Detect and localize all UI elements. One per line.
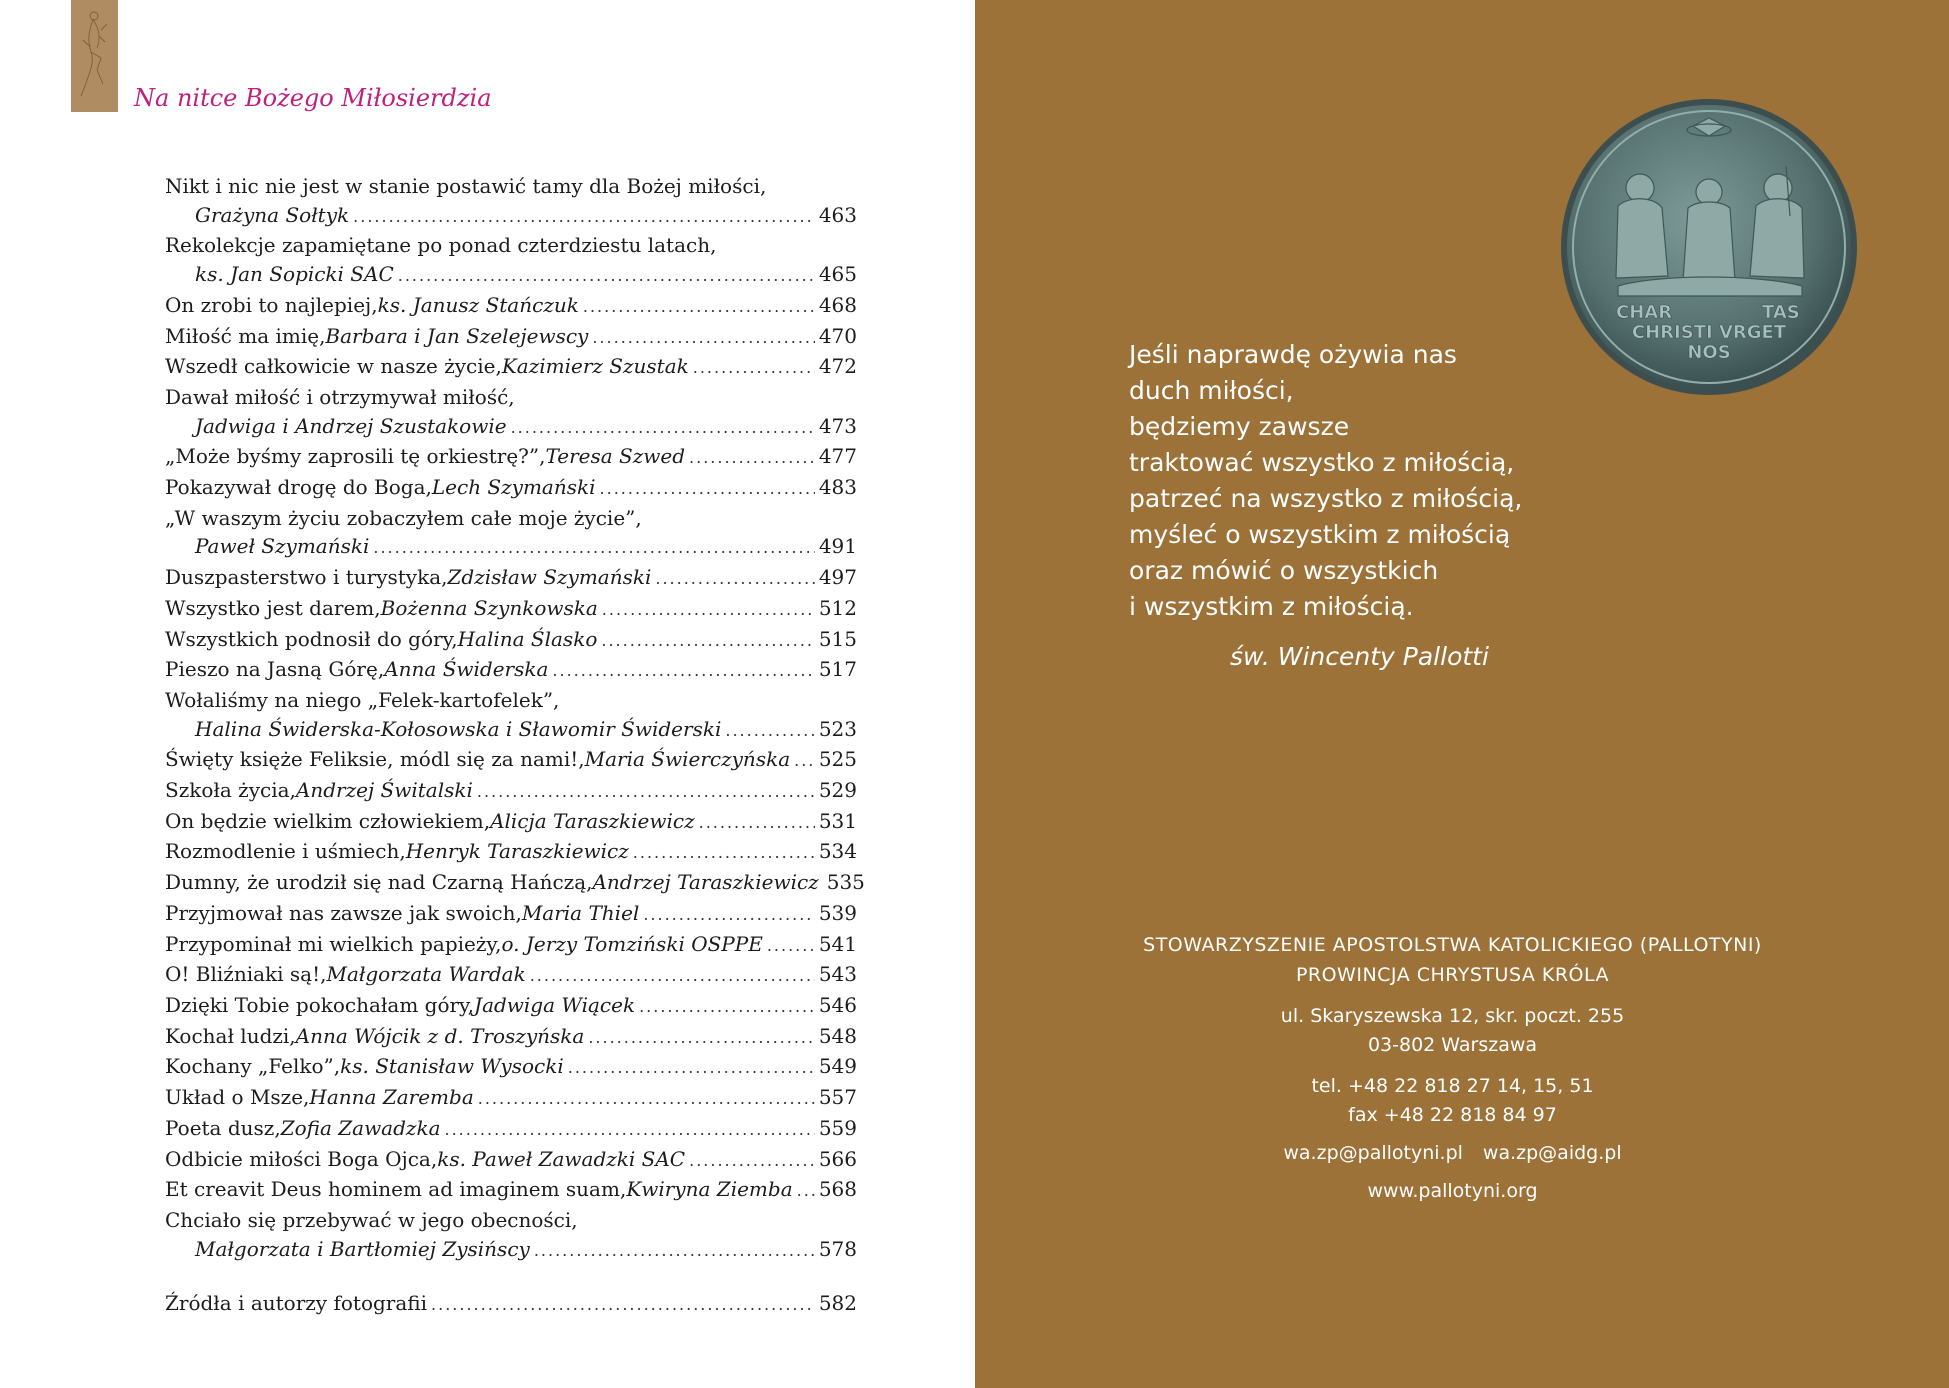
toc-leader-dots [655, 565, 814, 594]
medallion-inscription-middle: CHRISTI VRGET [1631, 322, 1787, 343]
toc-author: Teresa Szwed [545, 444, 686, 469]
toc-page-number: 473 [818, 413, 857, 438]
toc-line [165, 991, 857, 1022]
toc-author: Lech Szymański [431, 475, 596, 500]
toc-title: Dawał miłość i otrzymywał miłość, [165, 384, 515, 409]
toc-page-number: 546 [818, 992, 857, 1017]
toc-title: Przypominał mi wielkich papieży, [165, 931, 502, 956]
quote-line: traktować wszystko z miłością, [1129, 448, 1515, 477]
toc-author: Paweł Szymański [195, 534, 370, 559]
toc-line [165, 504, 857, 533]
toc-line [165, 776, 857, 807]
quote-block [1129, 337, 1549, 625]
toc-leader-dots [689, 1147, 815, 1176]
toc-author: Małgorzata i Bartłomiej Zysińscy [195, 1236, 530, 1261]
toc-title: Kochany „Felko”, [165, 1054, 341, 1079]
toc-page-number: 512 [818, 595, 857, 620]
toc-page-number: 582 [818, 1291, 857, 1316]
toc-author: Halina Ślasko [457, 626, 598, 651]
toc-author: Grażyna Sołtyk [195, 202, 350, 227]
toc-page-number: 541 [818, 931, 857, 956]
toc-entry [165, 1052, 857, 1083]
toc-line [165, 594, 857, 625]
toc-title: Pokazywał drogę do Boga, [165, 475, 432, 500]
toc-title: Rekolekcje zapamiętane po ponad czterdziestu latach, [165, 233, 717, 258]
toc-title: Wołaliśmy na niego „Felek-kartofelek”, [165, 687, 560, 712]
toc-author: Andrzej Świtalski [295, 778, 473, 803]
toc-title: Odbicie miłości Boga Ojca, [165, 1146, 438, 1171]
toc-entry [165, 383, 857, 442]
toc-leader-dots [689, 444, 815, 473]
toc-page-number: 470 [818, 323, 857, 348]
toc-line [165, 807, 857, 838]
toc-author: Zdzisław Szymański [447, 565, 652, 590]
quote-line: będziemy zawsze [1129, 412, 1350, 441]
toc-page-number: 568 [818, 1177, 857, 1202]
toc-line [165, 868, 865, 899]
toc-line [165, 352, 857, 383]
fax-number: fax +48 22 818 84 97 [1348, 1104, 1557, 1126]
toc-line [165, 1235, 857, 1266]
toc-entry [165, 1175, 857, 1206]
toc-entry [165, 807, 857, 838]
toc-entry [165, 322, 857, 353]
toc-leader-dots [602, 596, 815, 625]
toc-line [165, 837, 857, 868]
toc-leader-dots [725, 717, 814, 746]
publisher-emails [1090, 1142, 1815, 1164]
toc-leader-dots [592, 324, 814, 353]
toc-leader-dots [699, 809, 815, 838]
toc-title: Święty księże Feliksie, módl się za nami!, [165, 747, 585, 772]
toc-author: o. Jerzy Tomziński OSPPE [501, 931, 763, 956]
toc-line [165, 291, 857, 322]
toc-page-number: 491 [818, 534, 857, 559]
publisher-name-line2: PROWINCJA CHRYSTUSA KRÓLA [1295, 964, 1610, 986]
toc-line [165, 1175, 857, 1206]
toc-entry [165, 930, 857, 961]
quote-line: patrzeć na wszystko z miłością, [1129, 484, 1523, 513]
toc-author: Kazimierz Szustak [501, 354, 689, 379]
toc-leader-dots [445, 1116, 815, 1145]
toc-page-number: 548 [818, 1023, 857, 1048]
toc-leader-dots [601, 627, 814, 656]
toc-entry [165, 899, 857, 930]
toc-title: Poeta dusz, [165, 1115, 281, 1140]
toc-page-number: 559 [818, 1115, 857, 1140]
toc-leader-dots [353, 203, 815, 232]
toc-page-number: 534 [818, 839, 857, 864]
toc-title: Dumny, że urodził się nad Czarną Hańczą, [165, 870, 593, 895]
toc-entry [165, 291, 857, 322]
toc-line [165, 322, 857, 353]
toc-author: Maria Świerczyńska [584, 747, 791, 772]
toc-author: Hanna Zaremba [309, 1085, 474, 1110]
toc-entry [165, 745, 857, 776]
toc-entry [165, 776, 857, 807]
toc-line [165, 745, 857, 776]
toc-entry [165, 473, 857, 504]
toc-title: Układ o Msze, [165, 1085, 310, 1110]
toc-leader-dots [693, 354, 815, 383]
quote-author: św. Wincenty Pallotti [1230, 642, 1489, 671]
toc-title: Miłość ma imię, [165, 323, 326, 348]
toc-entry [165, 504, 857, 563]
toc-page-number: 539 [818, 900, 857, 925]
toc-line [165, 715, 857, 746]
toc-author: Małgorzata Wardak [326, 962, 526, 987]
publisher-block [1090, 930, 1815, 1202]
toc-author: Halina Świderska-Kołosowska i Sławomir Świderski [195, 716, 722, 741]
toc-page-number: 465 [818, 262, 857, 287]
corner-ornament [71, 0, 118, 112]
toc-line [165, 930, 857, 961]
toc-line [165, 201, 857, 232]
toc-line [165, 655, 857, 686]
toc-entry [165, 1114, 857, 1145]
toc-title: Źródła i autorzy fotografii [165, 1291, 428, 1316]
toc-title: Wszedł całkowicie w nasze życie, [165, 354, 502, 379]
phone-number: tel. +48 22 818 27 14, 15, 51 [1311, 1075, 1594, 1097]
address-line1: ul. Skaryszewska 12, skr. poczt. 255 [1280, 1005, 1625, 1027]
toc-entry [165, 231, 857, 290]
publisher-address [1090, 1002, 1815, 1060]
toc-entry [165, 352, 857, 383]
toc-title: „W waszym życiu zobaczyłem całe moje życie”, [165, 505, 642, 530]
toc-leader-dots [568, 1054, 815, 1083]
toc-line [165, 172, 857, 201]
toc-page-number: 483 [818, 475, 857, 500]
toc-line [165, 1114, 857, 1145]
toc-title: Duszpasterstwo i turystyka, [165, 565, 448, 590]
toc-line [165, 1083, 857, 1114]
toc-line [165, 1206, 857, 1235]
toc-title: Szkoła życia, [165, 778, 296, 803]
toc-leader-dots [431, 1291, 815, 1320]
quote-line: myśleć o wszystkim z miłością [1129, 520, 1511, 549]
toc-entry [165, 991, 857, 1022]
address-line2: 03-802 Warszawa [1367, 1034, 1538, 1056]
toc-author: Andrzej Taraszkiewicz [592, 870, 819, 895]
toc-leader-dots [600, 475, 815, 504]
toc-leader-dots [478, 1085, 815, 1114]
toc-title: Przyjmował nas zawsze jak swoich, [165, 900, 522, 925]
toc-entry [165, 686, 857, 745]
toc-author: Jadwiga i Andrzej Szustakowie [195, 413, 507, 438]
toc-leader-dots [530, 962, 815, 991]
toc-line [165, 686, 857, 715]
toc-author: Jadwiga Wiącek [474, 992, 636, 1017]
publisher-name [1090, 930, 1815, 990]
website-link[interactable]: www.pallotyni.org [1367, 1180, 1538, 1202]
publisher-name-line1: STOWARZYSZENIE APOSTOLSTWA KATOLICKIEGO (PALLOTYNI) [1143, 934, 1762, 956]
toc-line [165, 1052, 857, 1083]
toc-line [165, 563, 857, 594]
toc-title: Wszystko jest darem, [165, 595, 381, 620]
toc-author: Anna Wójcik z d. Troszyńska [295, 1023, 585, 1048]
toc-page-number: 525 [818, 747, 857, 772]
toc-leader-dots [511, 414, 815, 443]
toc-author: Alicja Taraszkiewicz [490, 808, 695, 833]
toc-line [165, 532, 857, 563]
toc-title: „Może byśmy zaprosili tę orkiestrę?”, [165, 444, 546, 469]
toc-author: ks. Jan Sopicki SAC [195, 262, 394, 287]
toc-page-number: 517 [818, 657, 857, 682]
toc-leader-dots [633, 839, 815, 868]
toc-title: O! Bliźniaki są!, [165, 962, 327, 987]
toc-leader-dots [794, 747, 815, 776]
toc-page-number: 543 [818, 962, 857, 987]
toc-line [165, 473, 857, 504]
toc-page-number: 523 [818, 716, 857, 741]
toc-title: Kochał ludzi, [165, 1023, 296, 1048]
toc-page-number: 566 [818, 1146, 857, 1171]
toc-leader-dots [797, 1177, 815, 1206]
toc-entry [165, 960, 857, 991]
toc-leader-dots [583, 293, 815, 322]
toc-page-number: 578 [818, 1236, 857, 1261]
quote-line: oraz mówić o wszystkich [1129, 556, 1439, 585]
toc-entry [165, 1022, 857, 1053]
toc-page-number: 557 [818, 1085, 857, 1110]
toc-title: Dzięki Tobie pokochałam góry, [165, 992, 475, 1017]
toc-entry [165, 1145, 857, 1176]
toc-title: On zrobi to najlepiej, [165, 292, 378, 317]
sketch-figure-icon [71, 0, 118, 112]
toc-leader-dots [767, 932, 815, 961]
toc-line [165, 442, 857, 473]
toc-leader-dots [477, 778, 815, 807]
toc-title: Nikt i nic nie jest w stanie postawić tamy dla Bożej miłości, [165, 174, 767, 198]
toc-entry [165, 655, 857, 686]
toc-line [165, 412, 857, 443]
toc-author: ks. Paweł Zawadzki SAC [437, 1146, 686, 1171]
medallion-inscription-top-right: TAS [1762, 302, 1800, 323]
toc-line [165, 899, 857, 930]
quote-line: duch miłości, [1129, 376, 1294, 405]
toc-title: On będzie wielkim człowiekiem, [165, 808, 491, 833]
toc-title: Et creavit Deus hominem ad imaginem suam, [165, 1177, 627, 1202]
toc-line [165, 231, 857, 260]
medallion-image [1558, 96, 1860, 398]
toc-entry [165, 172, 857, 231]
toc-author: ks. Stanisław Wysocki [340, 1054, 564, 1079]
toc-leader-dots [534, 1237, 815, 1266]
quote-line: i wszystkim z miłością. [1129, 592, 1414, 621]
toc-author: Maria Thiel [521, 900, 640, 925]
toc-author: Anna Świderska [384, 657, 549, 682]
toc-author: Henryk Taraszkiewicz [405, 839, 629, 864]
toc-page-number: 463 [818, 202, 857, 227]
toc-title: Wszystkich podnosił do góry, [165, 626, 458, 651]
toc-author: Kwiryna Ziemba [626, 1177, 793, 1202]
toc-page-number: 515 [818, 626, 857, 651]
toc-title: Rozmodlenie i uśmiech, [165, 839, 406, 864]
toc-page-number: 535 [826, 870, 865, 895]
email-link-2[interactable]: wa.zp@aidg.pl [1482, 1142, 1622, 1164]
toc-page-number: 531 [818, 808, 857, 833]
toc-line [165, 1145, 857, 1176]
toc-leader-dots [588, 1024, 814, 1053]
running-title: Na nitce Bożego Miłosierdzia [134, 84, 492, 112]
table-of-contents [165, 172, 865, 1320]
toc-entry [165, 837, 857, 868]
toc-entry [165, 1289, 857, 1320]
toc-page-number: 477 [818, 444, 857, 469]
toc-leader-dots [552, 657, 814, 686]
toc-line [165, 625, 857, 656]
toc-leader-dots [398, 262, 815, 291]
quote-line: Jeśli naprawdę ożywia nas [1129, 340, 1457, 369]
toc-leader-dots [373, 534, 814, 563]
toc-line [165, 960, 857, 991]
toc-entry [165, 563, 857, 594]
toc-author: Barbara i Jan Szelejewscy [325, 323, 589, 348]
toc-title: Pieszo na Jasną Górę, [165, 657, 385, 682]
toc-entry [165, 625, 857, 656]
toc-page-number: 468 [818, 292, 857, 317]
toc-author: Bożenna Szynkowska [380, 595, 598, 620]
toc-page-number: 529 [818, 778, 857, 803]
toc-line [165, 383, 857, 412]
toc-title: Chciało się przebywać w jego obecności, [165, 1207, 578, 1232]
toc-page-number: 549 [818, 1054, 857, 1079]
toc-author: ks. Janusz Stańczuk [377, 292, 579, 317]
toc-page-number: 472 [818, 354, 857, 379]
toc-line [165, 1022, 857, 1053]
medallion-inscription-bottom: NOS [1687, 342, 1731, 363]
toc-entry [165, 1083, 857, 1114]
toc-entry [165, 594, 857, 625]
toc-leader-dots [639, 993, 815, 1022]
toc-page-number: 497 [818, 565, 857, 590]
toc-leader-dots [643, 901, 815, 930]
publisher-phones [1090, 1072, 1815, 1130]
toc-entry [165, 442, 857, 473]
toc-line [165, 260, 857, 291]
toc-entry [165, 868, 865, 899]
toc-author: Zofia Zawadzka [280, 1115, 441, 1140]
email-link-1[interactable]: wa.zp@pallotyni.pl [1283, 1142, 1463, 1164]
medallion-inscription-top-left: CHAR [1616, 302, 1673, 323]
toc-line [165, 1289, 857, 1320]
toc-entry [165, 1206, 857, 1265]
